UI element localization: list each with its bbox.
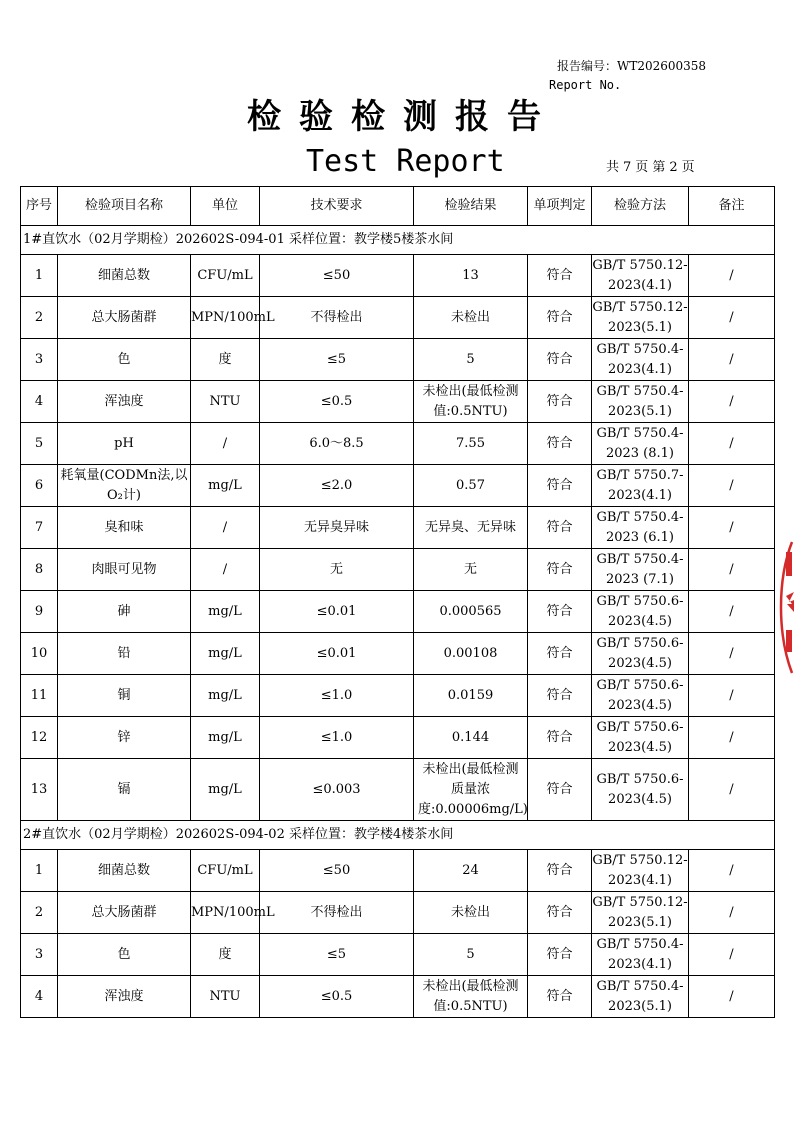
item-name-cell: 铜 <box>58 675 191 717</box>
results-table <box>20 186 775 1018</box>
table-row <box>21 465 775 507</box>
requirement-cell: ≤50 <box>260 850 414 892</box>
method-line: 2023 (7.1) <box>605 571 675 587</box>
unit-cell: mg/L <box>191 633 260 675</box>
requirement-cell: 无异臭异味 <box>260 507 414 549</box>
report-title-cn: 检验检测报告 <box>247 97 559 137</box>
judgement-cell: 符合 <box>528 549 592 591</box>
method-cell <box>592 633 689 675</box>
item-name-cell: 镉 <box>58 759 191 821</box>
requirement-cell: ≤0.003 <box>260 759 414 821</box>
item-name-cell: pH <box>58 423 191 465</box>
method-cell <box>592 759 689 821</box>
result-cell: 无 <box>414 549 528 591</box>
unit-cell: 度 <box>191 934 260 976</box>
method-line: 2023(5.1) <box>608 403 672 419</box>
row-number-cell: 1 <box>21 255 58 297</box>
table-row <box>21 591 775 633</box>
result-cell: 5 <box>414 934 528 976</box>
judgement-cell: 符合 <box>528 507 592 549</box>
item-name-cell: 总大肠菌群 <box>58 892 191 934</box>
note-cell: / <box>689 381 775 423</box>
page-total-suffix: 页 <box>635 160 649 175</box>
method-line: GB/T 5750.4- <box>596 383 684 399</box>
item-name-cell: 铅 <box>58 633 191 675</box>
method-cell <box>592 717 689 759</box>
row-number-cell: 10 <box>21 633 58 675</box>
unit-cell: / <box>191 507 260 549</box>
method-line: GB/T 5750.4- <box>596 978 684 994</box>
unit-cell: NTU <box>191 976 260 1018</box>
row-number-cell: 2 <box>21 892 58 934</box>
requirement-cell: ≤1.0 <box>260 717 414 759</box>
row-number-cell: 12 <box>21 717 58 759</box>
page-info <box>606 159 699 177</box>
result-cell: 7.55 <box>414 423 528 465</box>
unit-cell: mg/L <box>191 675 260 717</box>
method-cell <box>592 507 689 549</box>
row-number-cell: 5 <box>21 423 58 465</box>
unit-cell: mg/L <box>191 759 260 821</box>
judgement-cell: 符合 <box>528 255 592 297</box>
method-line: GB/T 5750.4- <box>596 509 684 525</box>
method-cell <box>592 465 689 507</box>
row-number-cell: 6 <box>21 465 58 507</box>
note-cell: / <box>689 633 775 675</box>
table-row <box>21 507 775 549</box>
result-cell: 未检出(最低检测质量浓度:0.00006mg/L) <box>414 759 528 821</box>
result-cell: 未检出 <box>414 297 528 339</box>
result-cell: 未检出(最低检测值:0.5NTU) <box>414 976 528 1018</box>
note-cell: / <box>689 717 775 759</box>
unit-cell: / <box>191 549 260 591</box>
note-cell: / <box>689 549 775 591</box>
page-total: 7 <box>623 160 632 175</box>
judgement-cell: 符合 <box>528 759 592 821</box>
item-name-cell: 臭和味 <box>58 507 191 549</box>
row-number-cell: 13 <box>21 759 58 821</box>
requirement-cell: ≤0.5 <box>260 381 414 423</box>
row-number-cell: 7 <box>21 507 58 549</box>
note-cell: / <box>689 423 775 465</box>
judgement-cell: 符合 <box>528 850 592 892</box>
note-cell: / <box>689 465 775 507</box>
method-cell <box>592 423 689 465</box>
table-row <box>21 381 775 423</box>
item-name-cell: 色 <box>58 339 191 381</box>
method-line: 2023(4.5) <box>608 697 672 713</box>
note-cell: / <box>689 976 775 1018</box>
row-number-cell: 11 <box>21 675 58 717</box>
col-header-note: 备注 <box>689 187 775 226</box>
note-cell: / <box>689 297 775 339</box>
note-cell: / <box>689 507 775 549</box>
col-header-item: 检验项目名称 <box>58 187 191 226</box>
requirement-cell: ≤0.5 <box>260 976 414 1018</box>
note-cell: / <box>689 591 775 633</box>
page-current-prefix: 第 <box>652 160 666 175</box>
method-cell <box>592 892 689 934</box>
method-line: GB/T 5750.12- <box>592 894 688 910</box>
judgement-cell: 符合 <box>528 717 592 759</box>
section-header-row <box>21 821 775 850</box>
method-line: 2023(4.1) <box>608 361 672 377</box>
method-line: 2023 (6.1) <box>605 529 675 545</box>
requirement-cell: ≤2.0 <box>260 465 414 507</box>
row-number-cell: 3 <box>21 934 58 976</box>
row-number-cell: 2 <box>21 297 58 339</box>
judgement-cell: 符合 <box>528 381 592 423</box>
item-name-cell: 锌 <box>58 717 191 759</box>
report-number-en: Report No. <box>549 78 622 92</box>
item-name-cell: 肉眼可见物 <box>58 549 191 591</box>
report-number: 报告编号：WT202600358 <box>557 59 707 73</box>
method-line: GB/T 5750.4- <box>596 936 684 952</box>
unit-cell: mg/L <box>191 591 260 633</box>
judgement-cell: 符合 <box>528 892 592 934</box>
judgement-cell: 符合 <box>528 423 592 465</box>
method-line: 2023(4.5) <box>608 791 672 807</box>
requirement-cell: 无 <box>260 549 414 591</box>
unit-cell: MPN/100mL <box>191 892 260 934</box>
item-name-cell: 砷 <box>58 591 191 633</box>
table-row <box>21 675 775 717</box>
table-row <box>21 633 775 675</box>
judgement-cell: 符合 <box>528 339 592 381</box>
method-cell <box>592 381 689 423</box>
table-row <box>21 255 775 297</box>
section-title: 1#直饮水（02月学期检）202602S-094-01 采样位置：教学楼5楼茶水间 <box>21 226 775 255</box>
note-cell: / <box>689 850 775 892</box>
unit-cell: mg/L <box>191 717 260 759</box>
method-line: GB/T 5750.6- <box>596 593 684 609</box>
table-row <box>21 717 775 759</box>
table-row <box>21 759 775 821</box>
method-line: 2023(4.1) <box>608 956 672 972</box>
page-current-suffix: 页 <box>681 160 695 175</box>
table-row <box>21 339 775 381</box>
method-cell <box>592 549 689 591</box>
method-line: 2023(4.1) <box>608 277 672 293</box>
method-cell <box>592 675 689 717</box>
method-line: 2023(5.1) <box>608 914 672 930</box>
method-line: GB/T 5750.6- <box>596 677 684 693</box>
method-line: GB/T 5750.4- <box>596 425 684 441</box>
result-cell: 0.0159 <box>414 675 528 717</box>
item-name-cell: 耗氧量(CODMn法,以O₂计) <box>58 465 191 507</box>
method-line: 2023 (8.1) <box>605 445 675 461</box>
note-cell: / <box>689 934 775 976</box>
requirement-cell: ≤50 <box>260 255 414 297</box>
result-cell: 0.144 <box>414 717 528 759</box>
method-cell <box>592 934 689 976</box>
col-header-unit: 单位 <box>191 187 260 226</box>
report-title-en: Test Report <box>306 144 505 179</box>
method-line: GB/T 5750.6- <box>596 635 684 651</box>
row-number-cell: 9 <box>21 591 58 633</box>
note-cell: / <box>689 759 775 821</box>
unit-cell: CFU/mL <box>191 850 260 892</box>
result-cell: 0.00108 <box>414 633 528 675</box>
page-total-prefix: 共 <box>606 160 620 175</box>
col-header-result: 检验结果 <box>414 187 528 226</box>
row-number-cell: 1 <box>21 850 58 892</box>
note-cell: / <box>689 255 775 297</box>
result-cell: 0.000565 <box>414 591 528 633</box>
method-line: 2023(5.1) <box>608 319 672 335</box>
table-header-row <box>21 187 775 226</box>
row-number-cell: 4 <box>21 381 58 423</box>
note-cell: / <box>689 675 775 717</box>
table-row <box>21 549 775 591</box>
result-cell: 5 <box>414 339 528 381</box>
page-current: 2 <box>669 160 678 175</box>
requirement-cell: ≤0.01 <box>260 633 414 675</box>
requirement-cell: ≤1.0 <box>260 675 414 717</box>
unit-cell: MPN/100mL <box>191 297 260 339</box>
method-line: GB/T 5750.6- <box>596 771 684 787</box>
judgement-cell: 符合 <box>528 675 592 717</box>
table-row <box>21 892 775 934</box>
table-row <box>21 423 775 465</box>
judgement-cell: 符合 <box>528 934 592 976</box>
method-line: 2023(4.1) <box>608 872 672 888</box>
table-row <box>21 850 775 892</box>
unit-cell: / <box>191 423 260 465</box>
method-line: GB/T 5750.4- <box>596 341 684 357</box>
col-header-judgement: 单项判定 <box>528 187 592 226</box>
method-cell <box>592 850 689 892</box>
unit-cell: 度 <box>191 339 260 381</box>
method-cell <box>592 339 689 381</box>
requirement-cell: ≤5 <box>260 934 414 976</box>
section-header-row <box>21 226 775 255</box>
method-line: GB/T 5750.12- <box>592 299 688 315</box>
judgement-cell: 符合 <box>528 976 592 1018</box>
requirement-cell: ≤5 <box>260 339 414 381</box>
item-name-cell: 细菌总数 <box>58 255 191 297</box>
result-cell: 未检出 <box>414 892 528 934</box>
method-line: 2023(5.1) <box>608 998 672 1014</box>
method-cell <box>592 976 689 1018</box>
method-line: 2023(4.1) <box>608 487 672 503</box>
item-name-cell: 浑浊度 <box>58 381 191 423</box>
method-cell <box>592 255 689 297</box>
method-line: GB/T 5750.6- <box>596 719 684 735</box>
row-number-cell: 3 <box>21 339 58 381</box>
judgement-cell: 符合 <box>528 591 592 633</box>
method-line: GB/T 5750.4- <box>596 551 684 567</box>
col-header-no: 序号 <box>21 187 58 226</box>
result-cell: 未检出(最低检测值:0.5NTU) <box>414 381 528 423</box>
method-line: GB/T 5750.12- <box>592 257 688 273</box>
method-cell <box>592 297 689 339</box>
row-number-cell: 8 <box>21 549 58 591</box>
table-row <box>21 976 775 1018</box>
section-title: 2#直饮水（02月学期检）202602S-094-02 采样位置：教学楼4楼茶水间 <box>21 821 775 850</box>
method-line: 2023(4.5) <box>608 655 672 671</box>
note-cell: / <box>689 892 775 934</box>
judgement-cell: 符合 <box>528 633 592 675</box>
table-row <box>21 297 775 339</box>
result-cell: 24 <box>414 850 528 892</box>
item-name-cell: 浑浊度 <box>58 976 191 1018</box>
table-row <box>21 934 775 976</box>
requirement-cell: 不得检出 <box>260 892 414 934</box>
judgement-cell: 符合 <box>528 465 592 507</box>
judgement-cell: 符合 <box>528 297 592 339</box>
method-cell <box>592 591 689 633</box>
unit-cell: mg/L <box>191 465 260 507</box>
method-line: GB/T 5750.7- <box>596 467 684 483</box>
col-header-method: 检验方法 <box>592 187 689 226</box>
row-number-cell: 4 <box>21 976 58 1018</box>
method-line: GB/T 5750.12- <box>592 852 688 868</box>
requirement-cell: ≤0.01 <box>260 591 414 633</box>
requirement-cell: 不得检出 <box>260 297 414 339</box>
col-header-requirement: 技术要求 <box>260 187 414 226</box>
red-seal-stamp <box>778 540 794 675</box>
result-cell: 0.57 <box>414 465 528 507</box>
item-name-cell: 总大肠菌群 <box>58 297 191 339</box>
requirement-cell: 6.0～8.5 <box>260 423 414 465</box>
method-line: 2023(4.5) <box>608 613 672 629</box>
method-line: 2023(4.5) <box>608 739 672 755</box>
result-cell: 无异臭、无异味 <box>414 507 528 549</box>
note-cell: / <box>689 339 775 381</box>
item-name-cell: 色 <box>58 934 191 976</box>
item-name-cell: 细菌总数 <box>58 850 191 892</box>
result-cell: 13 <box>414 255 528 297</box>
unit-cell: NTU <box>191 381 260 423</box>
unit-cell: CFU/mL <box>191 255 260 297</box>
